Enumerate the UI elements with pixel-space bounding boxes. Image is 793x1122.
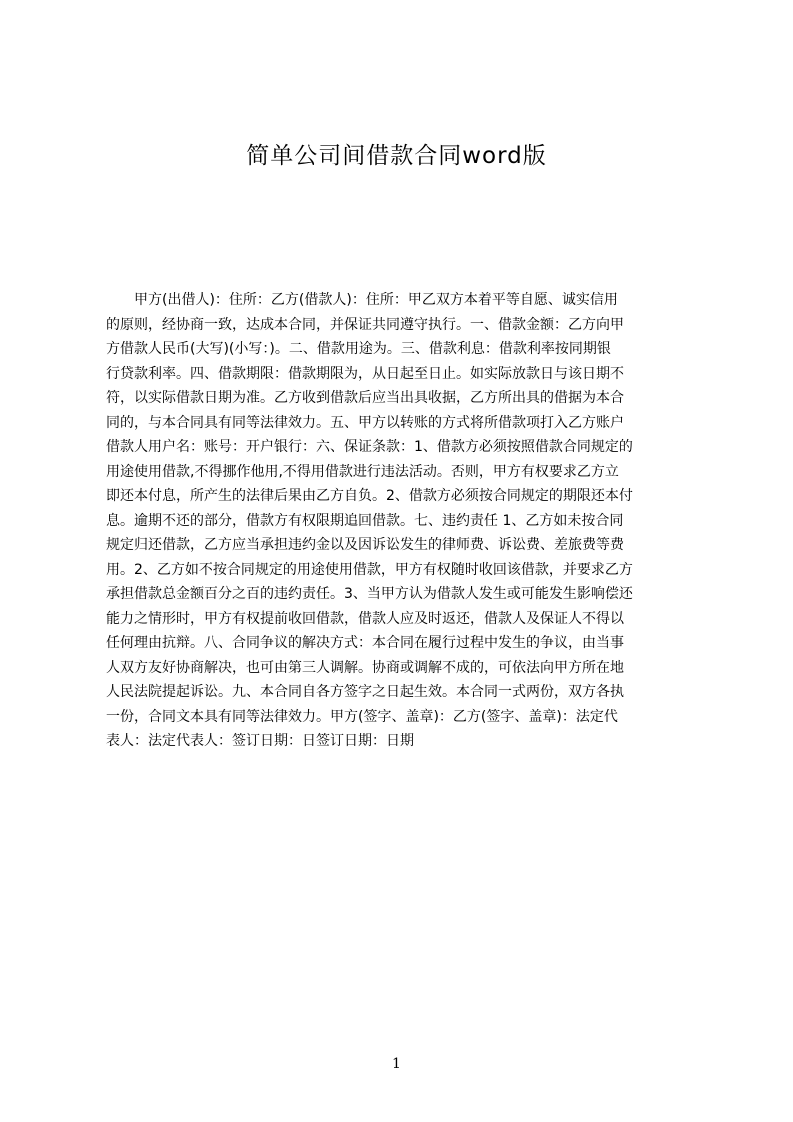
body-line-4: 行贷款利率。四、借款期限：借款期限为，从日起至日止。如实际放款日与该日期不 (106, 365, 624, 382)
body-line-2: 的原则，经协商一致，达成本合同，并保证共同遵守执行。一、借款金额：乙方向甲 (106, 316, 624, 333)
document-title: 简单公司间借款合同word版 (246, 143, 547, 169)
body-line-16: 人双方友好协商解决，也可由第三人调解。协商或调解不成的，可依法向甲方所在地 (106, 659, 624, 676)
body-line-18: 一份，合同文本具有同等法律效力。甲方(签字、盖章)：乙方(签字、盖章)：法定代 (106, 708, 618, 725)
body-line-9: 即还本付息，所产生的法律后果由乙方自负。2、借款方必须按合同规定的期限还本付 (106, 488, 633, 504)
body-line-17: 人民法院提起诉讼。九、本合同自各方签字之日起生效。本合同一式两份，双方各执 (106, 684, 624, 700)
body-line-5: 符，以实际借款日期为准。乙方收到借款后应当出具收据，乙方所出具的借据为本合 (106, 390, 624, 406)
body-line-1: 甲方(出借人)：住所：乙方(借款人)：住所：甲乙双方本着平等自愿、诚实信用 (106, 292, 618, 308)
body-line-6: 同的，与本合同具有同等法律效力。五、甲方以转账的方式将所借款项打入乙方账户 (106, 414, 624, 431)
body-line-15: 任何理由抗辩。八、合同争议的解决方式：本合同在履行过程中发生的争议，由当事 (106, 635, 624, 651)
body-line-7: 借款人用户名：账号：开户银行：六、保证条款：1、借款方必须按照借款合同规定的 (106, 439, 633, 455)
document-body (106, 288, 698, 808)
body-line-3: 方借款人民币(大写)(小写：)。二、借款用途为。三、借款利息：借款利率按同期银 (106, 341, 611, 357)
body-line-11: 规定归还借款，乙方应当承担违约金以及因诉讼发生的律师费、诉讼费、差旅费等费 (106, 537, 624, 553)
page-number: 1 (392, 1056, 401, 1072)
body-line-13: 承担借款总金额百分之百的违约责任。3、当甲方认为借款人发生或可能发生影响偿还 (106, 586, 633, 602)
body-line-8: 用途使用借款,不得挪作他用,不得用借款进行违法活动。否则，甲方有权要求乙方立 (106, 463, 619, 480)
body-line-14: 能力之情形时，甲方有权提前收回借款，借款人应及时返还，借款人及保证人不得以 (106, 610, 624, 627)
body-line-10: 息。逾期不还的部分，借款方有权限期追回借款。七、违约责任 1、乙方如未按合同 (106, 512, 624, 529)
body-line-19: 表人：法定代表人：签订日期：日签订日期：日期 (106, 733, 414, 749)
body-line-12: 用。2、乙方如不按合同规定的用途使用借款，甲方有权随时收回该借款，并要求乙方 (106, 561, 633, 578)
